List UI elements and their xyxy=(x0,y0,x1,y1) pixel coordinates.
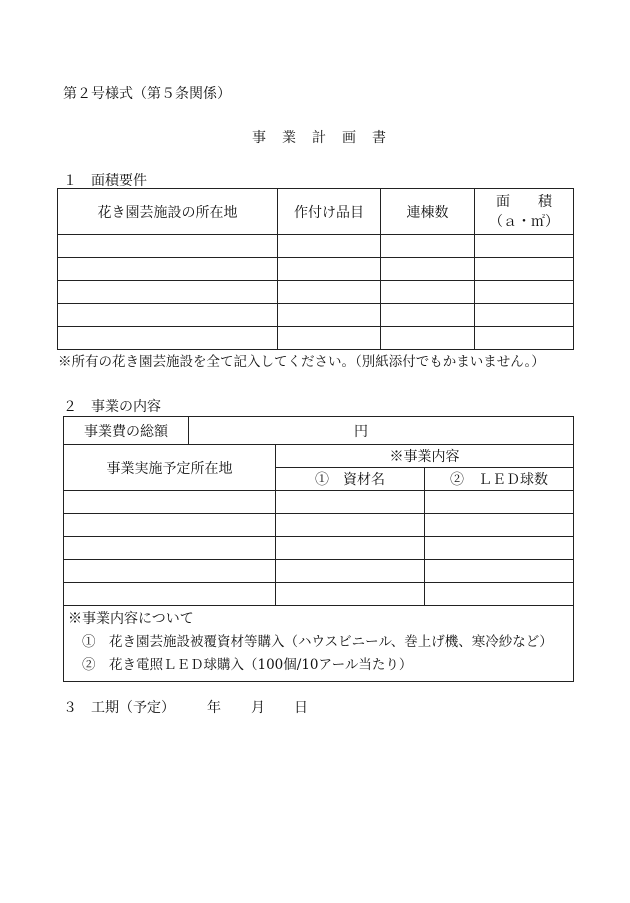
project-content-table xyxy=(63,416,574,682)
content-header: ※事業内容 xyxy=(276,445,574,468)
location-cell[interactable] xyxy=(58,281,278,304)
col-header-location: 花き園芸施設の所在地 xyxy=(58,189,278,235)
materials-cell[interactable] xyxy=(276,537,425,560)
location-cell[interactable] xyxy=(64,583,276,606)
table-row xyxy=(64,537,574,560)
materials-cell[interactable] xyxy=(276,560,425,583)
table-row xyxy=(58,281,574,304)
area-header-unit: （ａ・㎡） xyxy=(489,213,559,230)
total-cost-label: 事業費の総額 xyxy=(64,417,189,445)
year-label: 年 xyxy=(207,700,221,716)
table-row xyxy=(58,258,574,281)
materials-cell[interactable] xyxy=(276,514,425,537)
area-cell[interactable] xyxy=(475,304,574,327)
area-cell[interactable] xyxy=(475,281,574,304)
led-count-header: ② ＬＥＤ球数 xyxy=(425,468,574,491)
table-row xyxy=(58,235,574,258)
span-count-cell[interactable] xyxy=(381,258,475,281)
table-row xyxy=(58,304,574,327)
note-item: ① 花き園芸施設被覆資材等購入（ハウスビニール、巻上げ機、寒冷紗など） xyxy=(82,634,553,650)
location-cell[interactable] xyxy=(64,537,276,560)
crop-cell[interactable] xyxy=(278,327,381,350)
col-header-area xyxy=(475,189,574,235)
section1-note: ※所有の花き園芸施設を全て記入してください。（別紙添付でもかまいません。） xyxy=(58,354,545,370)
crop-cell[interactable] xyxy=(278,258,381,281)
area-cell[interactable] xyxy=(475,235,574,258)
crop-cell[interactable] xyxy=(278,304,381,327)
materials-header: ① 資材名 xyxy=(276,468,425,491)
span-count-cell[interactable] xyxy=(381,327,475,350)
materials-cell[interactable] xyxy=(276,491,425,514)
note-item: ② 花き電照ＬＥＤ球購入（100個/10アール当たり） xyxy=(82,657,413,673)
area-requirements-table xyxy=(57,188,574,350)
table-row xyxy=(58,327,574,350)
crop-cell[interactable] xyxy=(278,235,381,258)
section1-heading: １ 面積要件 xyxy=(63,173,147,189)
location-cell[interactable] xyxy=(58,235,278,258)
content-notes xyxy=(64,606,574,682)
location-cell[interactable] xyxy=(64,514,276,537)
materials-cell[interactable] xyxy=(276,583,425,606)
area-cell[interactable] xyxy=(475,258,574,281)
table-row xyxy=(64,514,574,537)
page-title: 事 業 計 画 書 xyxy=(252,130,387,146)
led-count-cell[interactable] xyxy=(425,537,574,560)
span-count-cell[interactable] xyxy=(381,304,475,327)
area-cell[interactable] xyxy=(475,327,574,350)
yen-unit: 円 xyxy=(354,423,368,440)
location-cell[interactable] xyxy=(58,258,278,281)
location-cell[interactable] xyxy=(64,560,276,583)
section2-heading: ２ 事業の内容 xyxy=(63,399,161,415)
table-row xyxy=(64,491,574,514)
crop-cell[interactable] xyxy=(278,281,381,304)
form-label: 第２号様式（第５条関係） xyxy=(63,86,231,102)
led-count-cell[interactable] xyxy=(425,491,574,514)
led-count-cell[interactable] xyxy=(425,583,574,606)
location-cell[interactable] xyxy=(64,491,276,514)
total-cost-field[interactable] xyxy=(189,417,574,445)
location-header: 事業実施予定所在地 xyxy=(64,445,276,491)
area-header-top: 面 積 xyxy=(496,193,552,210)
location-cell[interactable] xyxy=(58,327,278,350)
led-count-cell[interactable] xyxy=(425,514,574,537)
led-count-cell[interactable] xyxy=(425,560,574,583)
month-label: 月 xyxy=(251,700,265,716)
table-row xyxy=(64,583,574,606)
col-header-span-count: 連棟数 xyxy=(381,189,475,235)
location-cell[interactable] xyxy=(58,304,278,327)
table-row xyxy=(64,560,574,583)
day-label: 日 xyxy=(294,700,308,716)
span-count-cell[interactable] xyxy=(381,281,475,304)
col-header-crop: 作付け品目 xyxy=(278,189,381,235)
span-count-cell[interactable] xyxy=(381,235,475,258)
section3-heading: ３ 工期（予定） xyxy=(63,700,175,716)
notes-title: ※事業内容について xyxy=(68,611,194,627)
